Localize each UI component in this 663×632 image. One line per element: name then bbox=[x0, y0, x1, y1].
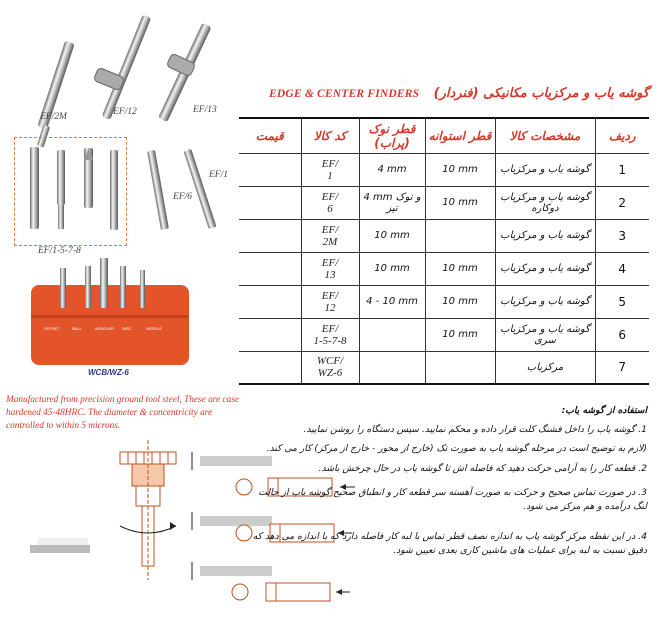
col-spec: مشخصات کالا bbox=[495, 118, 595, 153]
cell-tip: 4 mm bbox=[359, 153, 425, 186]
label-ef1: EF/1 bbox=[209, 170, 228, 180]
usage-step: (لازم به توضیح است در مرحله گوشه یاب به صورت تک (خارج از محور - خارج از مرکز) کار می کند. bbox=[266, 443, 647, 454]
cell-spec: گوشه یاب و مرکزیاب دوکاره bbox=[495, 186, 595, 219]
table-row bbox=[239, 219, 649, 252]
cell-spec: گوشه یاب و مرکزیاب bbox=[495, 153, 595, 186]
usage-notes bbox=[242, 404, 647, 563]
table-header-row bbox=[239, 118, 649, 153]
col-code: کد کالا bbox=[301, 118, 359, 153]
cell-spec: مرکزیاب bbox=[495, 351, 595, 384]
set-highlight-box bbox=[14, 137, 127, 246]
cell-shank: 10 mm bbox=[425, 186, 495, 219]
english-note: Manufactured from precision ground tool steel, These are case hardened 45-48HRC. The diameter & concentricity are controlled to within 5 microns. bbox=[6, 395, 239, 431]
cell-code: EF/ 1 bbox=[301, 153, 359, 186]
edge-finder-ef2m-icon bbox=[37, 41, 75, 148]
cell-row: 2 bbox=[595, 186, 649, 219]
table-row bbox=[239, 351, 649, 384]
cell-shank: 10 mm bbox=[425, 153, 495, 186]
cell-code: EF/ 12 bbox=[301, 285, 359, 318]
cell-price bbox=[239, 153, 301, 186]
cell-code: EF/ 6 bbox=[301, 186, 359, 219]
table-row bbox=[239, 153, 649, 186]
cell-spec: گوشه یاب و مرکزیاب bbox=[495, 285, 595, 318]
spec-table bbox=[239, 117, 649, 385]
table-row bbox=[239, 318, 649, 351]
svg-text:DISC: DISC bbox=[122, 326, 132, 331]
cell-price bbox=[239, 219, 301, 252]
cell-code: EF/ 13 bbox=[301, 252, 359, 285]
cell-row: 6 bbox=[595, 318, 649, 351]
cell-shank bbox=[425, 219, 495, 252]
label-ef13: EF/13 bbox=[193, 105, 217, 115]
cell-row: 7 bbox=[595, 351, 649, 384]
label-ef2m: EF/2M bbox=[40, 112, 67, 122]
cell-tip bbox=[359, 351, 425, 384]
cell-code: EF/ 1-5-7-8 bbox=[301, 318, 359, 351]
cell-tip: 10 mm bbox=[359, 252, 425, 285]
cell-shank: 10 mm bbox=[425, 252, 495, 285]
table-row bbox=[239, 285, 649, 318]
cell-tip: 4 - 10 mm bbox=[359, 285, 425, 318]
cell-price bbox=[239, 285, 301, 318]
cell-price bbox=[239, 318, 301, 351]
cell-row: 3 bbox=[595, 219, 649, 252]
usage-step: 4. در این نقطه مرکز گوشه یاب به اندازه نصف قطر تماس با لبه کار فاصله دارد که با اندازه می دهد که دقیق نسبت به لبه برای عملیات های ماشین کاری بعدی تعیین شود. bbox=[252, 531, 647, 556]
usage-step: 1. گوشه یاب را داخل فشنگ کلت قرار داده و محکم نمایید. سپس دستگاه را روشن نمایید. bbox=[303, 424, 647, 435]
label-ef1578: EF/1-5-7-8 bbox=[38, 246, 81, 256]
label-wcb: WCB/WZ-6 bbox=[88, 368, 129, 377]
cell-tip bbox=[359, 318, 425, 351]
edge-finder-ef1-icon bbox=[184, 149, 217, 229]
svg-text:NEEDLE: NEEDLE bbox=[146, 326, 163, 331]
cell-row: 4 bbox=[595, 252, 649, 285]
cell-shank: 10 mm bbox=[425, 318, 495, 351]
cell-spec: گوشه یاب و مرکزیاب سری bbox=[495, 318, 595, 351]
label-ef6: EF/6 bbox=[173, 192, 192, 202]
cell-price bbox=[239, 351, 301, 384]
cell-price bbox=[239, 186, 301, 219]
svg-text:WIGGLER: WIGGLER bbox=[95, 326, 114, 331]
usage-step: 2. قطعه کار را به آرامی حرکت دهید که فاصله اش تا گوشه یاب در حال چرخش باشد. bbox=[318, 463, 647, 474]
cell-tip: 10 mm bbox=[359, 219, 425, 252]
cell-spec: گوشه یاب و مرکزیاب bbox=[495, 252, 595, 285]
edge-finder-ef6-icon bbox=[147, 150, 169, 230]
table-row bbox=[239, 252, 649, 285]
cell-spec: گوشه یاب و مرکزیاب bbox=[495, 219, 595, 252]
col-price: قیمت bbox=[255, 128, 284, 143]
cell-row: 5 bbox=[595, 285, 649, 318]
col-shank: قطر استوانه bbox=[425, 118, 495, 153]
label-ef12: EF/12 bbox=[113, 107, 137, 117]
usage-step: 3. در صورت تماس صحیح و حرکت به صورت آهسته سر قطعه کار و انطباق صحیح گوشه یاب از حالت لنگ درآمده و هم مرکز می شود. bbox=[258, 487, 647, 512]
cell-code: WCF/ WZ-6 bbox=[301, 351, 359, 384]
col-tip: قطر نوک (پراب) bbox=[359, 118, 425, 153]
svg-text:BALL: BALL bbox=[72, 326, 82, 331]
cell-tip: 4 mm و نوک تیز bbox=[359, 186, 425, 219]
title-english: EDGE & CENTER FINDERS bbox=[269, 88, 420, 100]
edge-finder-ef12-icon bbox=[93, 15, 151, 120]
tool-pouch-icon bbox=[31, 258, 189, 365]
cell-shank bbox=[425, 351, 495, 384]
table-row bbox=[239, 186, 649, 219]
cell-shank: 10 mm bbox=[425, 285, 495, 318]
catalog-title bbox=[255, 86, 655, 108]
cell-code: EF/ 2M bbox=[301, 219, 359, 252]
svg-text:OFFSET: OFFSET bbox=[44, 326, 60, 331]
cell-row: 1 bbox=[595, 153, 649, 186]
cell-price bbox=[239, 252, 301, 285]
title-persian: گوشه یاب و مرکزیاب مکانیکی (فنردار) bbox=[433, 86, 649, 101]
usage-heading: استفاده از گوشه یاب: bbox=[561, 405, 647, 416]
col-row: ردیف bbox=[595, 118, 649, 153]
